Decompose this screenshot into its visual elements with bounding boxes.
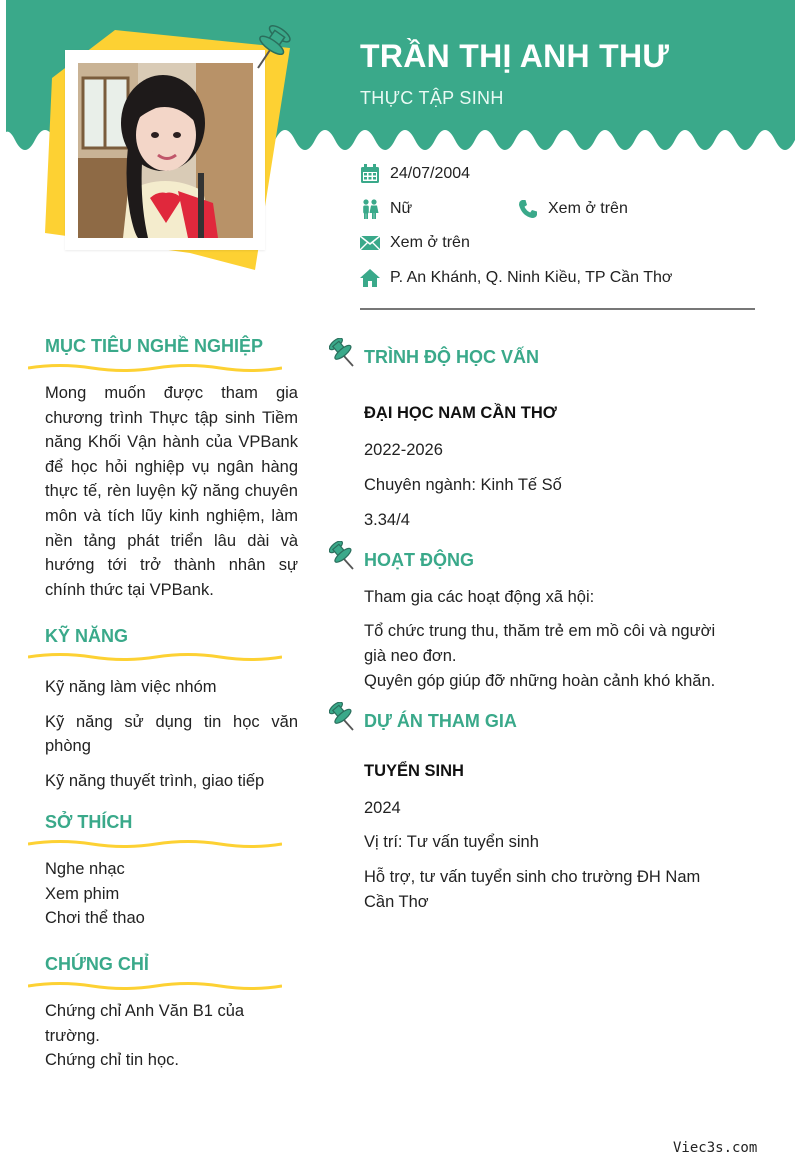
- contact-divider: [360, 308, 755, 310]
- list-item: Chứng chỉ Anh Văn B1 của trường.: [45, 1002, 245, 1045]
- hobbies-list: [45, 857, 298, 931]
- list-item: Kỹ năng làm việc nhóm: [45, 678, 217, 696]
- gender-value: Nữ: [390, 200, 413, 217]
- email-value: Xem ở trên: [390, 234, 470, 251]
- email-row: [360, 233, 470, 253]
- objective-text: Mong muốn được tham gia chương trình Thực tập sinh Tiềm năng Khối Vận hành của VPBank để học hỏi nghiệp vụ ngân hàng thực tế, rèn luyện kỹ năng chuyên môn và tích lũy kinh nghiệm, làm nền tảng phát triển lâu dài và hướng tới trở thành nhân sự chính thức tại VPBank.: [45, 384, 298, 599]
- skills-list: [45, 675, 298, 803]
- certificates-heading: CHỨNG CHỈ: [45, 954, 149, 974]
- list-item: Kỹ năng thuyết trình, giao tiếp: [45, 771, 265, 790]
- list-item: Kỹ năng sử dụng tin học văn phòng: [45, 712, 298, 756]
- phone-icon: [518, 199, 538, 219]
- education-major: Chuyên ngành: Kinh Tế Số: [364, 476, 562, 494]
- watermark: Viec3s.com: [673, 1140, 758, 1156]
- objective-underline: [28, 362, 282, 374]
- candidate-name: TRẦN THỊ ANH THƯ: [360, 38, 670, 74]
- education-heading: TRÌNH ĐỘ HỌC VẤN: [364, 347, 539, 367]
- activities-intro: Tham gia các hoạt động xã hội:: [364, 588, 595, 606]
- skills-underline: [28, 651, 282, 663]
- calendar-icon: [360, 164, 380, 184]
- list-item: Chơi thể thao: [45, 909, 145, 928]
- activities-line-1: Tổ chức trung thu, thăm trẻ em mồ côi và người già neo đơn.: [364, 622, 716, 665]
- pushpin-icon: [329, 541, 357, 571]
- project-year: 2024: [364, 799, 401, 817]
- education-years: 2022-2026: [364, 441, 443, 459]
- home-icon: [360, 268, 380, 288]
- certificates-list: [45, 999, 265, 1073]
- envelope-icon: [360, 233, 380, 253]
- hobbies-heading: SỞ THÍCH: [45, 812, 133, 832]
- birthday-value: 24/07/2004: [390, 165, 471, 182]
- hobbies-underline: [28, 838, 282, 850]
- gender-row: [360, 199, 412, 219]
- pushpin-icon: [329, 702, 357, 732]
- school-name: ĐẠI HỌC NAM CẦN THƠ: [364, 404, 557, 422]
- address-value: P. An Khánh, Q. Ninh Kiều, TP Cần Thơ: [390, 269, 673, 286]
- avatar: [78, 63, 253, 238]
- projects-heading: DỰ ÁN THAM GIA: [364, 711, 517, 731]
- list-item: Nghe nhạc: [45, 860, 125, 878]
- activities-heading: HOẠT ĐỘNG: [364, 550, 474, 570]
- pushpin-icon: [248, 24, 292, 72]
- address-row: [360, 268, 672, 288]
- job-title: THỰC TẬP SINH: [360, 88, 504, 108]
- activities-line-2: Quyên góp giúp đỡ những hoàn cảnh khó khăn.: [364, 672, 716, 690]
- education-gpa: 3.34/4: [364, 511, 410, 529]
- people-icon: [360, 199, 380, 219]
- project-name: TUYỂN SINH: [364, 762, 464, 780]
- phone-value: Xem ở trên: [548, 200, 628, 217]
- certificates-underline: [28, 980, 282, 992]
- skills-heading: KỸ NĂNG: [45, 626, 129, 646]
- birthday-row: [360, 164, 470, 184]
- list-item: Xem phim: [45, 884, 120, 903]
- pushpin-icon: [329, 338, 357, 368]
- project-role: Vị trí: Tư vấn tuyển sinh: [364, 833, 539, 851]
- objective-heading: MỤC TIÊU NGHỀ NGHIỆP: [45, 336, 264, 356]
- list-item: Chứng chỉ tin học.: [45, 1051, 179, 1070]
- phone-row: [518, 199, 628, 219]
- project-description: Hỗ trợ, tư vấn tuyển sinh cho trường ĐH Nam Cần Thơ: [364, 868, 701, 911]
